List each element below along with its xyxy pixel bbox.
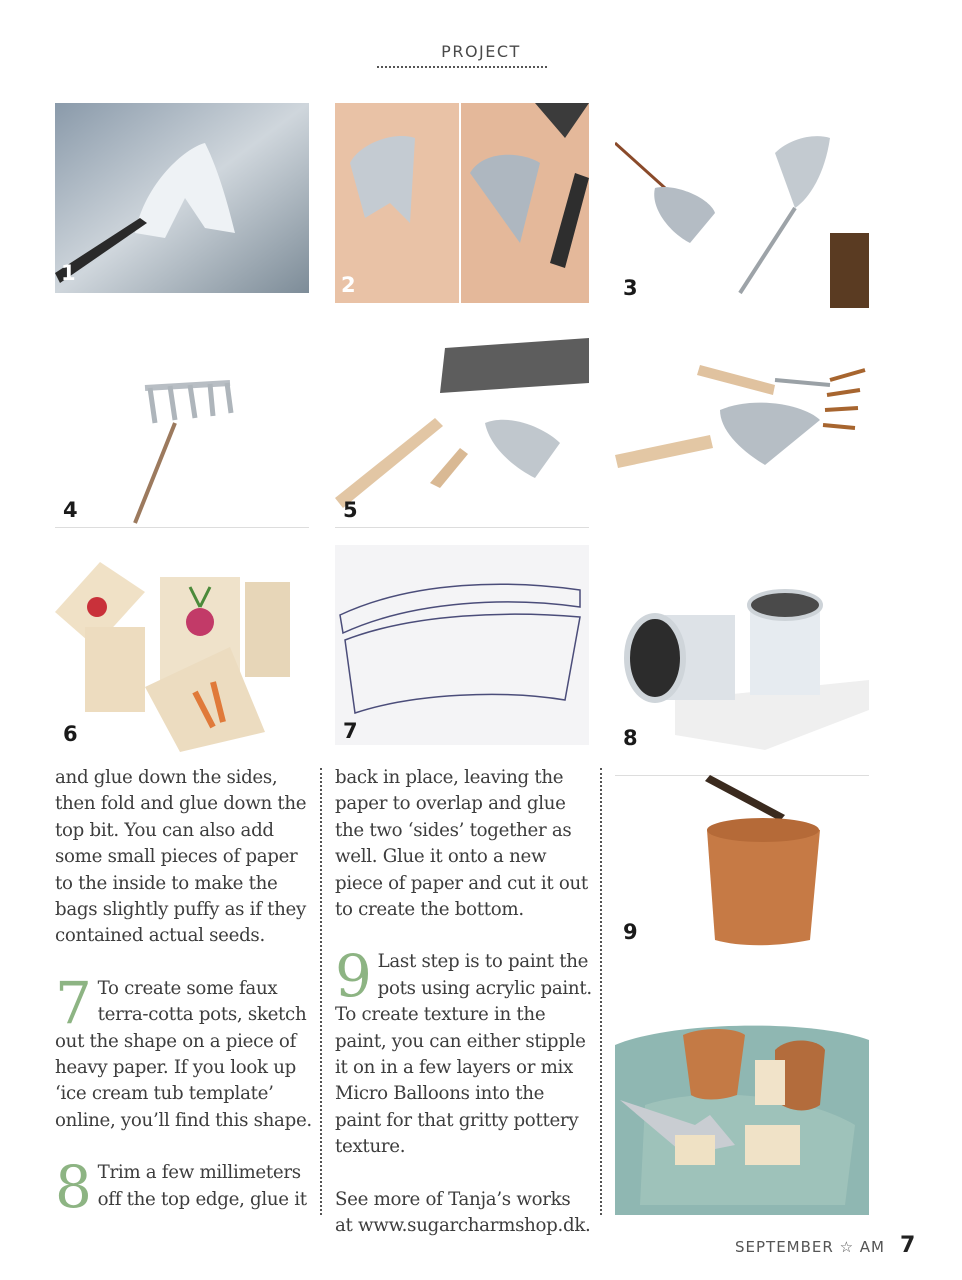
footer-issue: SEPTEMBER ☆ AM	[735, 1238, 886, 1256]
photo-step-7	[335, 545, 589, 745]
dropcap-7: 7	[55, 968, 92, 1037]
step-number: 7	[343, 719, 358, 743]
photo-tools-finished	[615, 340, 869, 490]
step-number: 9	[623, 920, 638, 944]
photo-step-3	[615, 103, 869, 308]
section-rule	[377, 66, 547, 68]
step-number: 3	[623, 276, 638, 300]
photo-step-6	[55, 552, 309, 752]
section-label: PROJECT	[441, 42, 521, 61]
step-7-paragraph	[55, 968, 313, 1134]
step-8-paragraph	[55, 1153, 313, 1222]
photo-step-8	[615, 560, 869, 750]
column-divider-1	[320, 768, 322, 1215]
step-number: 6	[63, 722, 78, 746]
step-9-paragraph	[335, 942, 593, 1160]
step-number: 4	[63, 498, 78, 522]
column-divider-2	[600, 768, 602, 1215]
dropcap-8: 8	[55, 1153, 92, 1222]
photo-step-9	[615, 775, 869, 950]
text-column-1	[55, 765, 313, 1239]
paragraph-continued-2: back in place, leaving the paper to overlap and glue the two ‘sides’ together as well. Glue it onto a new piece of paper and cut it out to create the bottom.	[335, 767, 588, 921]
step-7-text: To create some faux terra-cotta pots, sketch out the shape on a piece of heavy paper. If you look up ‘ice cream tub template’ online, you’ll find this shape.	[55, 977, 312, 1131]
text-column-2	[335, 765, 593, 1266]
step-8-text: Trim a few millimeters off the top edge, glue it	[97, 1162, 307, 1210]
step-number: 8	[623, 726, 638, 750]
page-number: 7	[900, 1233, 916, 1258]
paragraph-continued: and glue down the sides, then fold and glue down the top bit. You can also add some small pieces of paper to the inside to make the bags slightly puffy as if they contained actual seeds.	[55, 767, 307, 947]
photo-step-5	[335, 328, 589, 528]
photo-final-scene	[615, 1005, 869, 1215]
photo-step-1	[55, 103, 309, 293]
photo-step-4	[55, 328, 309, 528]
step-9-text: Last step is to paint the pots using acrylic paint. To create texture in the paint, you can either stipple it on in a few layers or mix Micro Balloons into the paint for that gritty pottery texture.	[335, 951, 592, 1158]
step-number: 5	[343, 498, 358, 522]
step-number: 2	[341, 273, 356, 297]
website-credit: See more of Tanja’s works at www.sugarcharmshop.dk.	[335, 1188, 591, 1237]
dropcap-9: 9	[335, 942, 372, 1011]
step-number: 1	[61, 261, 76, 285]
photo-step-2	[335, 103, 589, 303]
